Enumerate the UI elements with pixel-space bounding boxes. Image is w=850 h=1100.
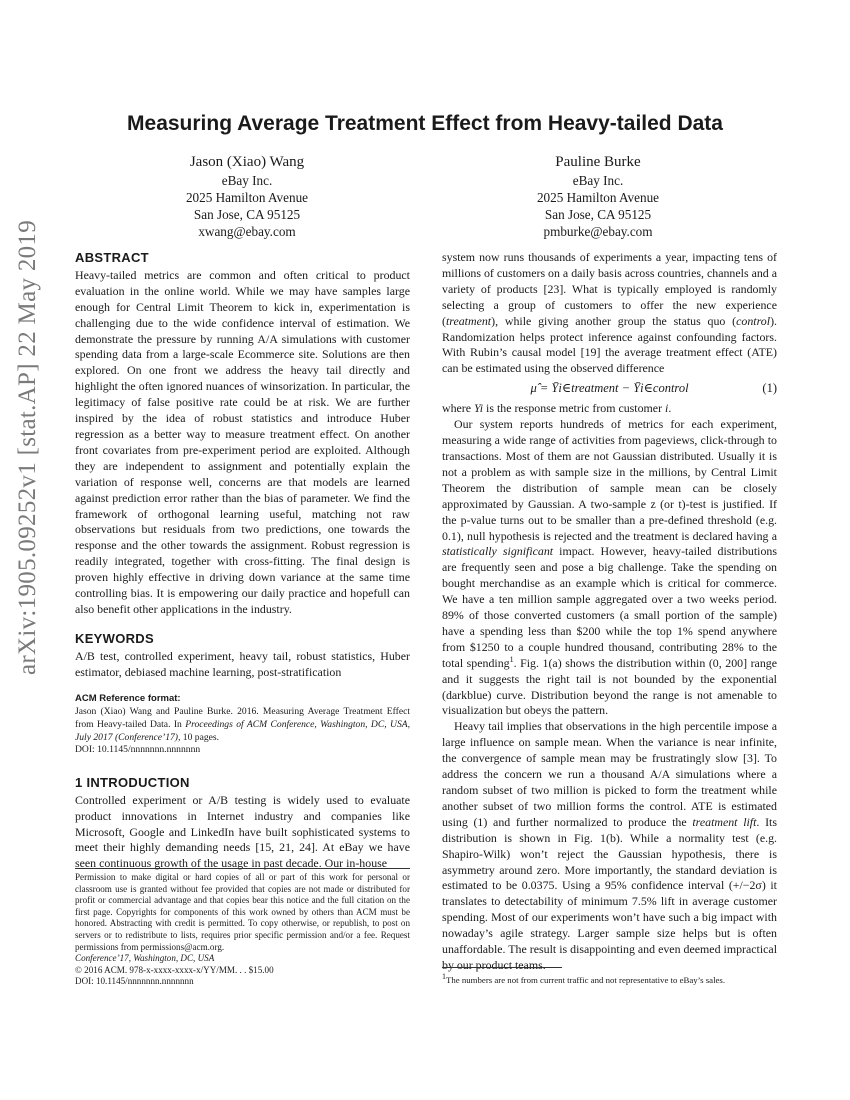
footnote (442, 972, 777, 985)
permission-doi: DOI: 10.1145/nnnnnnn.nnnnnnn (75, 976, 194, 987)
author-email: xwang@ebay.com (198, 224, 296, 239)
text-run: . (668, 401, 672, 416)
acm-reference-text (75, 706, 410, 744)
text-emphasis: i (665, 401, 669, 416)
text-run: impact. However, heavy-tailed distributions are frequently seen and pose a big challenge. Take the spending on bought merchandise as an example which is critical for commerce. We have a ten million sample aggregated over a two weeks period. 89% of those converted customers (a small portion of the sample) have a spending less than $200 while the top 1% spend anywhere from $1250 to a couple hundred thousand, contributing 28% to the total spending (442, 544, 777, 670)
paragraph-3 (442, 719, 777, 974)
author-org: eBay Inc. (221, 173, 273, 188)
text-emphasis: treatment (445, 313, 492, 328)
author-name: Pauline Burke (555, 154, 641, 170)
acm-reference-doi: DOI: 10.1145/nnnnnnn.nnnnnnn (75, 744, 201, 756)
text-run: system now runs thousands of experiments a year, impacting tens of millions of customers on a daily basis across countries, channels and a variety of products [23]. What is typically employed is randomly selecting a group of customers to offer the new experience ( (442, 250, 777, 328)
abstract-text: Heavy-tailed metrics are common and often critical to product evaluation in the online world. While we may have samples large enough for Central Limit Theorem to kick in, experimentation is challenging due to the wide confidence interval of estimation. We demonstrate the pressure by running A/A simulations with customer spending data from a large-scale Ecommerce site. Solutions are then explored. On one front we address the heavy tail directly and highlight the often ignored nuances of winsorization. In particular, the legitimacy of false positive rate could be at risk. We are further inspired by the idea of robust statistics and introduce Huber regression as a better way to measure treatment effect. On another front covariates from pre-experiment period are exploited. Although they are independent to assignment and potentially explain the variation of response well, concerns are that models are learned against prediction error rather than the bias of parameter. We find the framework of orthogonal learning useful, matching not raw observations but residuals from two predictions, one towards the response and the other towards the assignment. Robust regression is readily integrated, together with cross-fitting. The final design is proven highly effective in driving down variance at the same time controlling bias. It is empowering our daily practice and hopefull can also benefit other applications in the industry. (75, 267, 410, 616)
author-city: San Jose, CA 95125 (193, 207, 301, 222)
paragraph-continued (442, 250, 777, 377)
permission-conference (75, 953, 410, 965)
permission-block (75, 872, 410, 988)
paper-title: Measuring Average Treatment Effect from Heavy-tailed Data (127, 112, 723, 135)
conference-name: Conference’17, Washington, DC, USA (75, 953, 215, 964)
abstract-heading: ABSTRACT (75, 250, 149, 265)
acm-reference-heading: ACM Reference format: (75, 692, 181, 704)
introduction-paragraph: Controlled experiment or A/B testing is widely used to evaluate product innovations in Internet industry and companies like Microsoft, Google and LinkedIn have built sophisticated systems to meet their highly demanding needs [15, 21, 24]. At eBay we have seen continuous growth of the usage in past decade. Our in-house (75, 792, 410, 871)
text-run: ), while giving another group the status quo ( (491, 313, 737, 328)
text-emphasis: control (736, 313, 771, 328)
introduction-heading: 1 INTRODUCTION (75, 774, 190, 790)
equation-body: μ̂ = Ȳi∈treatment − Ȳi∈control (530, 381, 689, 396)
right-column (442, 250, 777, 974)
permission-text: Permission to make digital or hard copies of all or part of this work for personal or classroom use is granted without fee provided that copies are not made or distributed for profit or commercial advantage and that copies bear this notice and the full citation on the first page. Copyrights for components of this work owned by others than ACM must be honored. Abstracting with credit is permitted. To copy otherwise, or republish, to post on servers or to redistribute to lists, requires prior specific permission and/or a fee. Request permissions from permissions@acm.org. (75, 872, 410, 952)
arxiv-identifier: arXiv:1905.09252v1 [stat.AP] 22 May 2019 (14, 219, 41, 675)
text-run: . Fig. 1(a) shows the distribution within (0, 200] range and it suggests the right tail is not bounded by the exponential (darkblue) curve. Distribution beyond the range is not amenable to visualization but obeys the pattern. (442, 655, 778, 718)
footnote-text: The numbers are not from current traffic and not representative to eBay’s sales. (446, 975, 726, 985)
keywords-heading: KEYWORDS (75, 630, 154, 646)
permission-rule (75, 868, 410, 869)
text-run: Our system reports hundreds of metrics for each experiment, measuring a wide range of activities from pageviews, click-through to transactions. Most of them are not Gaussian distributed. Usually it is not a problem as with sample size in the millions, by Central Limit Theorem the distribution of sample mean can be closely approximated by Gaussian. A two-sample z (or t)-test is justified. If the p-value turns out to be smaller than a pre-defined threshold (e.g. 0.1), null hypothesis is rejected and the treatment is declared having a (442, 417, 777, 543)
author-name: Jason (Xiao) Wang (189, 154, 305, 170)
text-run: ). Randomization helps protect inference against confounding factors. With Rubin’s causal model [19] the average treatment effect (ATE) can be estimated using the observed difference (442, 313, 777, 376)
equation-number: (1) (762, 381, 777, 396)
author-city: San Jose, CA 95125 (544, 207, 652, 222)
acm-reference-part: 10 pages. (180, 731, 220, 743)
where-clause (442, 401, 777, 417)
text-emphasis: Yi (474, 401, 484, 416)
equation-1 (442, 377, 777, 401)
footnote-marker: 1 (509, 654, 514, 664)
acm-reference-venue: Proceedings of ACM Conference, Washington, DC, USA, July 2017 (Conference’17), (75, 719, 410, 743)
permission-copyright: © 2016 ACM. 978-x-xxxx-xxxx-x/YY/MM. . . $15.00 (75, 964, 274, 975)
text-run: where (442, 401, 475, 416)
text-run: . Its distribution is shown in Fig. 1(b). While a normality test (e.g. Shapiro-Wilk) won’t reject the Gaussian hypothesis, there is asymmetry around zero. More importantly, the standard deviation is estimated to be 0.0375. Using a 95% confidence interval (+/−2σ) it translates to detectability of minimum 7.5% lift in average customer spending. Most of our experiments won’t have such a big impact with nowaday’s agile strategy. Larger sample size helps but is often unaffordable. The result is disappointing and even deemed impractical by our product teams. (442, 814, 777, 972)
text-run: is the response metric from customer (483, 401, 666, 416)
text-run: Heavy tail implies that observations in the high percentile impose a large influence on sample mean. When the variance is near infinite, the convergence of sample mean may be frustratingly slow [3]. To address the concern we run a thousand A/A simulations where a random subset of two million is picked to form the treatment while another subset of two million forms the control. ATE is estimated using (1) and further normalized to produce the (442, 719, 777, 829)
keywords-text: A/B test, controlled experiment, heavy tail, robust statistics, Huber estimator, debiased machine learning, post-stratification (75, 648, 410, 679)
paragraph-2 (442, 417, 777, 719)
author-block-1 (122, 153, 372, 240)
acm-reference-part: Jason (Xiao) Wang and Pauline Burke. 2016. Measuring Average Treatment Effect from Heavy-tailed Data. In (75, 706, 410, 731)
author-block-2 (473, 153, 723, 240)
footnote-rule (442, 967, 562, 968)
author-street: 2025 Hamilton Avenue (536, 190, 660, 205)
author-street: 2025 Hamilton Avenue (185, 190, 309, 205)
left-column (75, 250, 410, 872)
author-email: pmburke@ebay.com (543, 224, 653, 239)
text-emphasis: treatment lift (692, 814, 757, 829)
author-org: eBay Inc. (572, 173, 624, 188)
text-emphasis: statistically significant (442, 544, 554, 559)
footnote-number: 1 (442, 972, 446, 982)
